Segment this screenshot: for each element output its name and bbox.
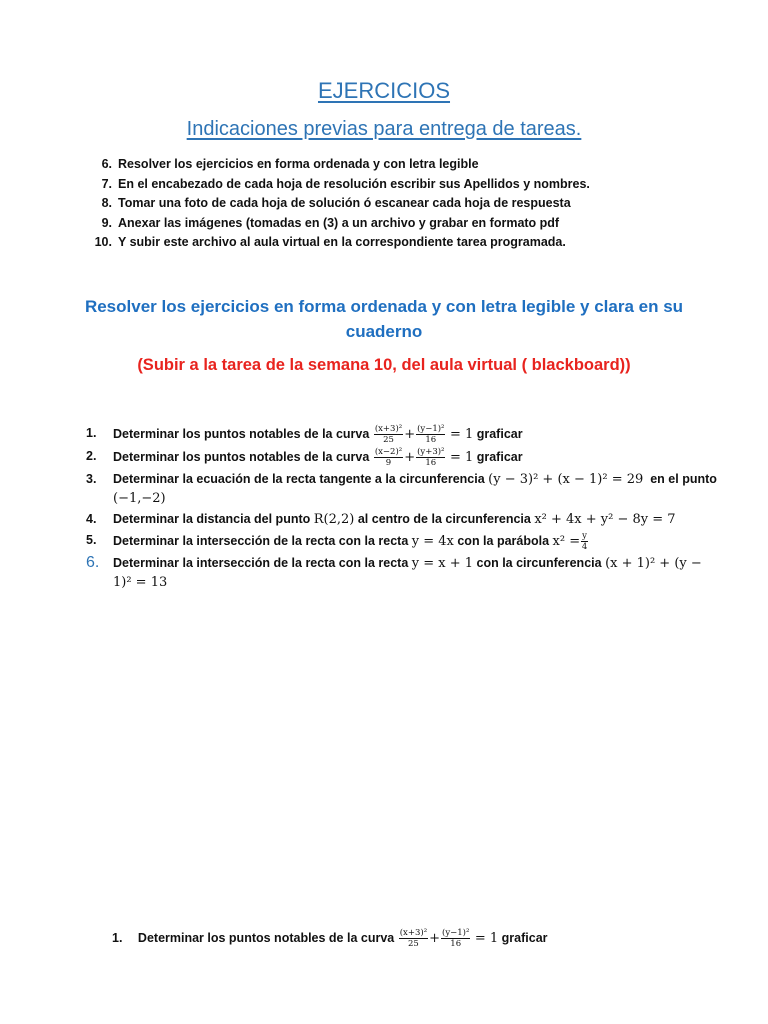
item-number: 1.: [112, 930, 123, 945]
item-text: Determinar la intersección de la recta con la recta: [113, 556, 409, 570]
fraction: $\frac{\text{(y−1)²}}{16}$: [417, 424, 445, 445]
exercise-item: [86, 510, 722, 529]
item-text: al centro de la circunferencia: [357, 512, 531, 526]
indicacion-item: [86, 214, 726, 234]
item-text: Determinar los puntos notables de la curva: [113, 426, 370, 441]
fraction: $\frac{y}{4}$: [581, 531, 588, 552]
item-text: Y subir este archivo al aula virtual en la correspondiente tarea programada.: [118, 235, 566, 250]
item-text: Determinar la ecuación de la recta tangente a la circunferencia: [113, 472, 485, 486]
fraction: $\frac{\text{(x+3)²}}{25}$: [374, 424, 403, 445]
item-number: 7.: [101, 176, 112, 191]
item-text: Resolver los ejercicios en forma ordenada y con letra legible: [118, 157, 479, 171]
exercise-item: [86, 531, 722, 552]
fraction: $\frac{\text{(x−2)²}}{9}$: [374, 447, 403, 468]
exercise-item: 1. Determinar los puntos notables de la curva $\frac{\text{(x+3)²}}{25}$ + $\frac{\text{(y−1)²}}{16}$ = 1 graficar: [86, 424, 523, 445]
item-number: 4.: [86, 512, 97, 526]
item-number: 2.: [86, 449, 97, 463]
point: (−1,−2): [113, 491, 166, 506]
item-text: En el encabezado de cada hoja de resolución escribir sus Apellidos y nombres.: [118, 176, 590, 191]
item-number: 1.: [86, 426, 97, 440]
exercise-item: [86, 470, 722, 508]
item-number: 10.: [94, 235, 112, 250]
equation: y = 4x: [411, 533, 454, 549]
submission-note: (Subir a la tarea de la semana 10, del aula virtual ( blackboard)): [137, 356, 631, 374]
exercise-item: 2. Determinar los puntos notables de la curva $\frac{\text{(x−2)²}}{9}$ + $\frac{\text{(y+3)²}}{16}$ = 1 graficar: [86, 447, 523, 468]
item-text: Determinar los puntos notables de la curva: [113, 449, 370, 464]
item-number: 5.: [86, 533, 97, 547]
item-number: 6.: [86, 554, 100, 571]
fraction: $\frac{\text{(y+3)²}}{16}$: [417, 447, 445, 468]
exercise-list: [86, 424, 722, 594]
equation: (x + 1)² + (y − 1)² = 13: [113, 556, 702, 590]
equation: y = x + 1: [411, 556, 474, 571]
item-text: Determinar la distancia del punto: [113, 512, 311, 526]
item-text: Determinar la intersección de la recta con la recta: [113, 533, 409, 548]
document-title: EJERCICIOS: [317, 78, 451, 103]
item-number: 9.: [101, 215, 112, 230]
fraction: $\frac{\text{(y−1)²}}{16}$: [442, 928, 470, 949]
footer-exercise-item: 1. Determinar los puntos notables de la curva $\frac{\text{(x+3)²}}{25}$ + $\frac{\text{(y−1)²}}{16}$ = 1 graficar: [112, 928, 548, 949]
equation: = 1: [449, 449, 474, 465]
indicaciones-list: [86, 155, 726, 253]
item-number: 3.: [86, 472, 97, 486]
item-text: graficar: [501, 930, 548, 945]
indicacion-item: [86, 175, 726, 195]
item-text: Anexar las imágenes (tomadas en (3) a un archivo y grabar en formato pdf: [118, 215, 560, 230]
item-text: en el punto: [650, 472, 717, 486]
item-text: graficar: [476, 449, 523, 464]
equation: = 1: [474, 930, 499, 946]
point: R(2,2): [313, 512, 355, 527]
instructions-heading: Resolver los ejercicios en forma ordenada y con letra legible y clara en su cuaderno: [84, 297, 684, 341]
equation: x² =: [552, 533, 581, 549]
item-number: 6.: [101, 157, 112, 171]
item-text: con la parábola: [457, 533, 550, 548]
equation: x² + 4x + y² − 8y = 7: [534, 512, 676, 527]
indicacion-item: [86, 233, 726, 253]
equation: (y − 3)² + (x − 1)² = 29: [488, 472, 644, 487]
item-text: con la circunferencia: [476, 556, 602, 570]
indicacion-item: [86, 155, 726, 175]
document-subtitle: Indicaciones previas para entrega de tareas.: [186, 118, 582, 140]
item-text: Tomar una foto de cada hoja de solución ó escanear cada hoja de respuesta: [118, 196, 571, 211]
fraction: $\frac{\text{(x+3)²}}{25}$: [399, 928, 428, 949]
item-text: graficar: [476, 426, 523, 441]
item-number: 8.: [101, 196, 112, 211]
equation: = 1: [449, 426, 474, 442]
exercise-item: [86, 554, 722, 592]
indicacion-item: [86, 194, 726, 214]
item-text: Determinar los puntos notables de la curva: [137, 930, 395, 945]
